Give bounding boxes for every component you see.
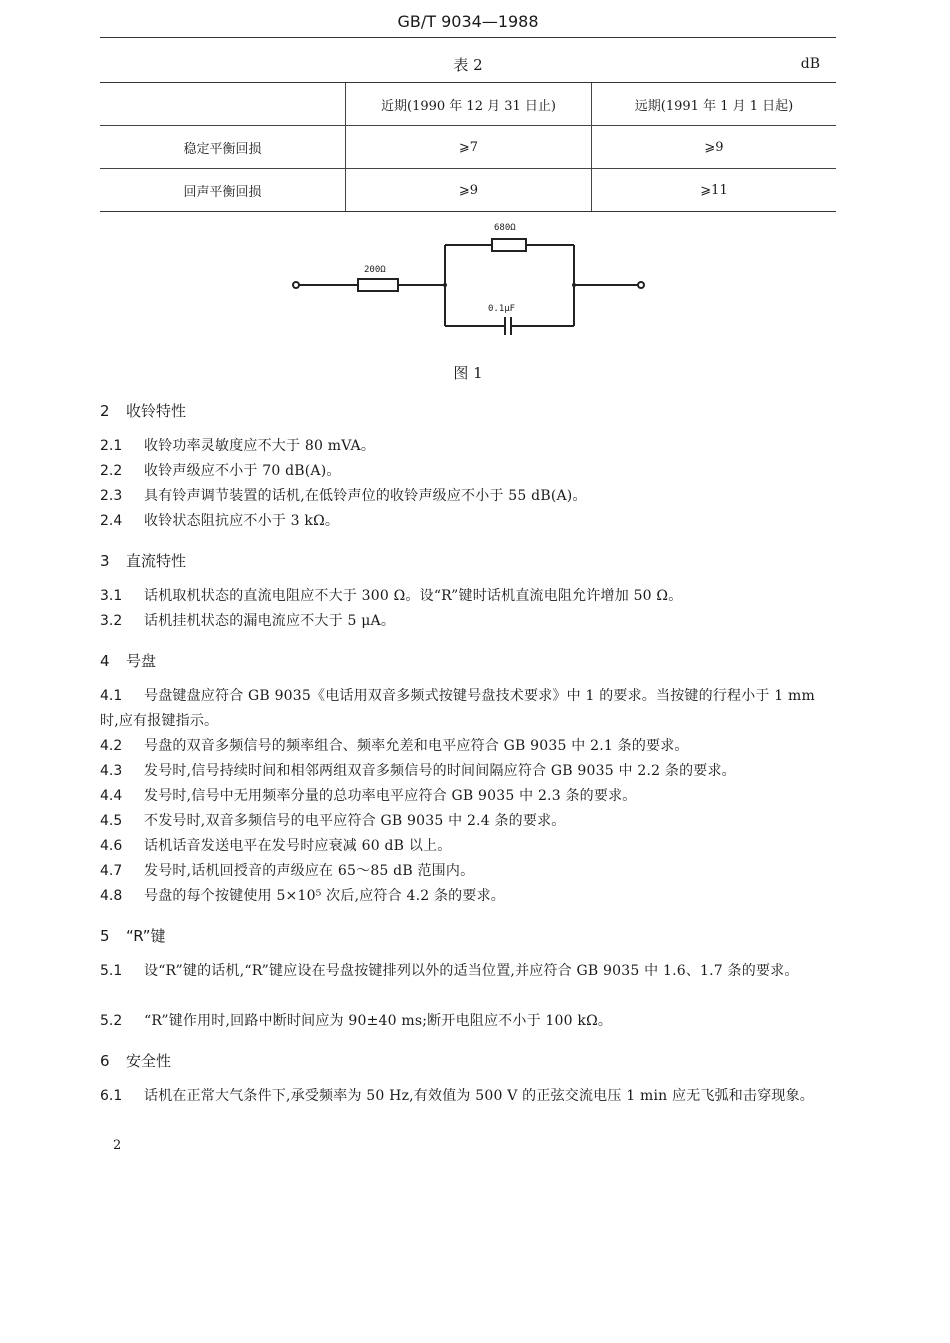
clause bbox=[100, 609, 838, 634]
output-terminal bbox=[638, 282, 644, 288]
section-title: 直流特性 bbox=[126, 552, 187, 570]
clause-number: 4.4 bbox=[100, 788, 123, 804]
clause bbox=[100, 784, 838, 809]
section-number: 4 bbox=[100, 652, 110, 670]
table-cell-item: 回声平衡回损 bbox=[100, 169, 346, 212]
clause-text: 号盘键盘应符合 GB 9035《电话用双音多频式按键号盘技术要求》中 1 的要求。当按键的行程小于 1 mm 时,应有报键指示。 bbox=[100, 688, 815, 729]
section-number: 3 bbox=[100, 552, 110, 570]
table-cell-near: ⩾9 bbox=[346, 169, 592, 212]
section-title: 收铃特性 bbox=[126, 402, 187, 420]
clause-text: 收铃声级应不小于 70 dB(A)。 bbox=[144, 463, 341, 479]
clause-text: 号盘的每个按键使用 5×10⁵ 次后,应符合 4.2 条的要求。 bbox=[144, 888, 505, 904]
header-rule bbox=[100, 37, 836, 38]
clause-number: 2.1 bbox=[100, 438, 123, 454]
table-header-near: 近期(1990 年 12 月 31 日止) bbox=[346, 83, 592, 126]
table-title: 表 2 bbox=[453, 56, 483, 74]
clause-number: 5.1 bbox=[100, 963, 123, 979]
clause-text: 话机在正常大气条件下,承受频率为 50 Hz,有效值为 500 V 的正弦交流电压 1 min 应无飞弧和击穿现象。 bbox=[144, 1088, 815, 1104]
table-header-far: 远期(1991 年 1 月 1 日起) bbox=[592, 83, 837, 126]
table-cell-item: 稳定平衡回损 bbox=[100, 126, 346, 169]
clause bbox=[100, 684, 838, 734]
clause-text: 发号时,信号持续时间和相邻两组双音多频信号的时间间隔应符合 GB 9035 中 2.2 条的要求。 bbox=[144, 763, 736, 779]
clause-number: 4.6 bbox=[100, 838, 123, 854]
section-title: 号盘 bbox=[126, 652, 157, 670]
clause-text: 号盘的双音多频信号的频率组合、频率允差和电平应符合 GB 9035 中 2.1 条的要求。 bbox=[144, 738, 689, 754]
clause-number: 3.2 bbox=[100, 613, 123, 629]
resistor-200 bbox=[358, 279, 398, 291]
clause-text: 收铃功率灵敏度应不大于 80 mVA。 bbox=[144, 438, 376, 454]
section-heading bbox=[100, 400, 186, 421]
clause-text: 具有铃声调节装置的话机,在低铃声位的收铃声级应不小于 55 dB(A)。 bbox=[144, 488, 587, 504]
section-heading bbox=[100, 650, 156, 671]
clause bbox=[100, 1009, 838, 1034]
section-heading bbox=[100, 550, 186, 571]
clause bbox=[100, 884, 838, 909]
clause-number: 4.8 bbox=[100, 888, 123, 904]
table-row bbox=[100, 126, 836, 169]
clause-text: “R”键作用时,回路中断时间应为 90±40 ms;断开电阻应不小于 100 kΩ。 bbox=[144, 1013, 613, 1029]
clause-number: 4.5 bbox=[100, 813, 123, 829]
clause-text: 话机挂机状态的漏电流应不大于 5 μA。 bbox=[144, 613, 396, 629]
table-cell-far: ⩾9 bbox=[592, 126, 837, 169]
table-header-item bbox=[100, 83, 346, 126]
clause bbox=[100, 759, 838, 784]
balance-return-loss-table bbox=[100, 82, 836, 212]
section-title: 安全性 bbox=[126, 1052, 172, 1070]
clause-number: 4.7 bbox=[100, 863, 123, 879]
section-heading bbox=[100, 1050, 171, 1071]
clause-text: 发号时,信号中无用频率分量的总功率电平应符合 GB 9035 中 2.3 条的要求。 bbox=[144, 788, 637, 804]
table-unit: dB bbox=[800, 56, 820, 72]
clause-number: 2.3 bbox=[100, 488, 123, 504]
clause-text: 话机取机状态的直流电阻应不大于 300 Ω。设“R”键时话机直流电阻允许增加 50 Ω。 bbox=[144, 588, 683, 604]
resistor-200-label: 200Ω bbox=[364, 265, 386, 275]
junction-dot bbox=[572, 283, 576, 287]
resistor-680-label: 680Ω bbox=[494, 223, 516, 233]
clause-number: 4.3 bbox=[100, 763, 123, 779]
section-title: “R”键 bbox=[126, 927, 166, 945]
clause-number: 2.2 bbox=[100, 463, 123, 479]
clause bbox=[100, 459, 838, 484]
junction-dot bbox=[443, 283, 447, 287]
table-cell-far: ⩾11 bbox=[592, 169, 837, 212]
page-number: 2 bbox=[113, 1138, 122, 1153]
input-terminal bbox=[293, 282, 299, 288]
clause-number: 5.2 bbox=[100, 1013, 123, 1029]
capacitor-label: 0.1μF bbox=[488, 304, 516, 314]
section-number: 2 bbox=[100, 402, 110, 420]
clause-text: 发号时,话机回授音的声级应在 65～85 dB 范围内。 bbox=[144, 863, 475, 879]
section-number: 5 bbox=[100, 927, 110, 945]
table-header-row bbox=[100, 83, 836, 126]
table-cell-near: ⩾7 bbox=[346, 126, 592, 169]
clause bbox=[100, 1084, 838, 1109]
clause bbox=[100, 809, 838, 834]
clause bbox=[100, 584, 838, 609]
clause bbox=[100, 859, 838, 884]
clause bbox=[100, 434, 838, 459]
section-number: 6 bbox=[100, 1052, 110, 1070]
figure-caption: 图 1 bbox=[453, 364, 483, 382]
clause-text: 不发号时,双音多频信号的电平应符合 GB 9035 中 2.4 条的要求。 bbox=[144, 813, 566, 829]
clause-text: 设“R”键的话机,“R”键应设在号盘按键排列以外的适当位置,并应符合 GB 9035 中 1.6、1.7 条的要求。 bbox=[144, 963, 799, 979]
clause-number: 2.4 bbox=[100, 513, 123, 529]
clause bbox=[100, 834, 838, 859]
resistor-680 bbox=[492, 239, 526, 251]
section-heading bbox=[100, 925, 166, 946]
clause-number: 6.1 bbox=[100, 1088, 123, 1104]
standard-header: GB/T 9034—1988 bbox=[397, 12, 539, 31]
table-row bbox=[100, 169, 836, 212]
clause-number: 4.2 bbox=[100, 738, 123, 754]
clause-text: 话机话音发送电平在发号时应衰减 60 dB 以上。 bbox=[144, 838, 452, 854]
clause bbox=[100, 734, 838, 759]
clause bbox=[100, 509, 838, 534]
clause bbox=[100, 484, 838, 509]
circuit-diagram bbox=[280, 215, 660, 345]
clause-text: 收铃状态阻抗应不小于 3 kΩ。 bbox=[144, 513, 340, 529]
clause-number: 3.1 bbox=[100, 588, 123, 604]
clause bbox=[100, 959, 838, 984]
clause-number: 4.1 bbox=[100, 688, 123, 704]
